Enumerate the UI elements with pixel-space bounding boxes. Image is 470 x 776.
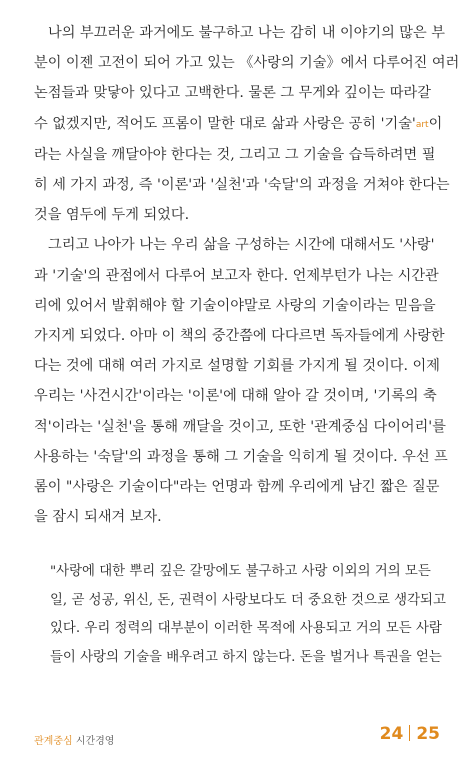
quote-line: "사랑에 대한 뿌리 깊은 갈망에도 불구하고 사랑 이외의 거의 모든 <box>50 564 431 579</box>
text-line: 히 세 가지 과정, 즉 '이론'과 '실천'과 '숙달'의 과정을 거쳐야 한다는 <box>34 177 450 194</box>
quote-line: 들이 사랑의 기술을 배우려고 하지 않는다. 돈을 벌거나 특권을 얻는 <box>50 649 442 665</box>
page-numbers <box>380 724 440 744</box>
book-title-rest: 시간경영 <box>72 736 115 747</box>
page-number-divider <box>409 725 410 741</box>
paragraph-2 <box>34 230 448 532</box>
quote-line: 일, 곧 성공, 위신, 돈, 권력이 사랑보다도 더 중요한 것으로 생각되고 <box>50 592 446 608</box>
text-line: 분이 이젠 고전이 되어 가고 있는 《사랑의 기술》에서 다루어진 여러 <box>34 55 460 72</box>
quote-line: 있다. 우리 정력의 대부분이 이러한 목적에 사용되고 거의 모든 사람 <box>50 621 442 637</box>
text-line: 그리고 나아가 나는 우리 삶을 구성하는 시간에 대해서도 '사랑' <box>48 237 435 254</box>
text-line: 것을 염두에 두게 되었다. <box>34 207 190 224</box>
block-quote <box>50 558 446 672</box>
text-line: 사용하는 '숙달'의 과정을 통해 그 기술을 익히게 될 것이다. 우선 프 <box>34 448 448 465</box>
text-line: 가지게 되었다. 아마 이 책의 중간쯤에 다다르면 독자들에게 사랑한 <box>34 328 445 345</box>
book-title <box>34 732 114 747</box>
text-line: 논점들과 맞닿아 있다고 고백한다. 물론 그 무게와 깊이는 따라갈 <box>34 85 431 102</box>
paragraph-1 <box>34 18 460 230</box>
text-segment: 이 <box>428 115 443 132</box>
text-line: 과 '기술'의 관점에서 다루어 보고자 한다. 언제부턴가 나는 시간관 <box>34 267 439 284</box>
page-footer <box>0 722 470 752</box>
text-line: 을 잠시 되새겨 보자. <box>34 509 162 526</box>
book-title-accent: 관계중심 <box>34 736 73 747</box>
text-line: 나의 부끄러운 과거에도 불구하고 나는 감히 내 이야기의 많은 부 <box>48 25 445 41</box>
main-text <box>34 18 460 532</box>
text-line <box>34 109 443 140</box>
text-segment: 수 없겠지만, 적어도 프롬이 말한 대로 삶과 사랑은 공히 '기술' <box>34 115 416 132</box>
text-line: 롬이 "사랑은 기술이다"라는 언명과 함께 우리에게 남긴 짧은 질문 <box>34 479 440 496</box>
art-tag: art <box>415 119 429 130</box>
page-number-left: 24 <box>379 724 404 744</box>
text-line: 적'이라는 '실천'을 통해 깨달을 것이고, 또한 '관계중심 다이어리'를 <box>34 418 446 435</box>
text-line: 라는 사실을 깨달아야 한다는 것, 그리고 그 기술을 습득하려면 필 <box>34 146 436 163</box>
text-line: 리에 있어서 발휘해야 할 기술이야말로 사랑의 기술이라는 믿음을 <box>34 297 436 314</box>
text-line: 우리는 '사건시간'이라는 '이론'에 대해 알아 갈 것이며, '기록의 축 <box>34 388 437 405</box>
text-line: 다는 것에 대해 여러 가지로 설명할 기회를 가지게 될 것이다. 이제 <box>34 358 440 375</box>
page-number-right: 25 <box>416 724 440 744</box>
